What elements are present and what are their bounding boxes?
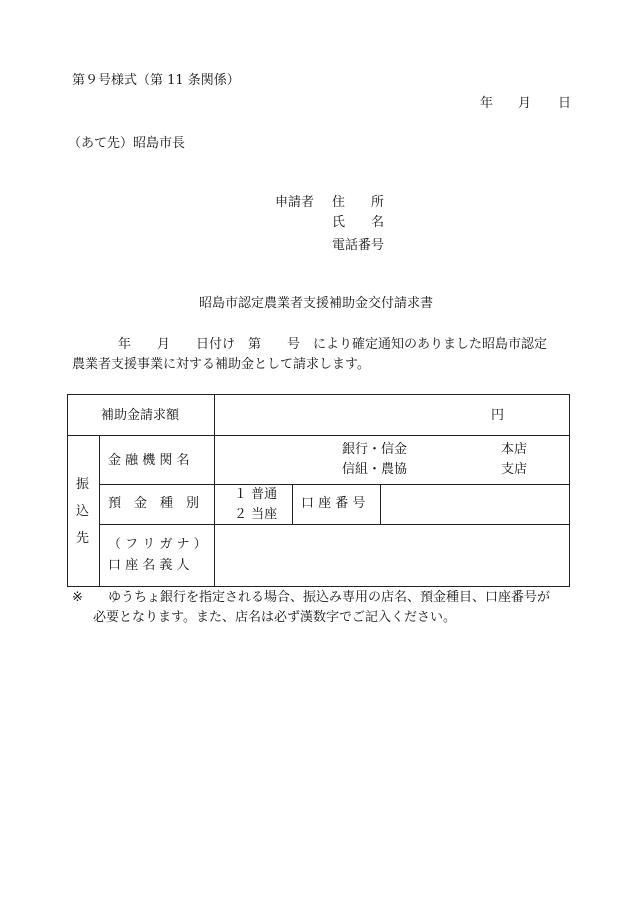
phone-label: 電話番号 (332, 238, 385, 253)
bank-option: 銀行・信金 (342, 442, 408, 457)
note-mark: ※ (72, 590, 83, 605)
institution-label: 金 融 機 関 名 (108, 453, 190, 468)
coop-option: 信組・農協 (342, 462, 408, 477)
transfer-label-3: 先 (76, 531, 90, 546)
amount-label: 補助金請求額 (101, 408, 180, 423)
account-holder-label: 口 座 名 義 人 (108, 558, 190, 573)
body-line-1: 年 月 日付け 第 号 により確定通知のありました昭島市認定 (118, 337, 548, 352)
date-year-label: 年 (480, 96, 494, 111)
branch-option: 支店 (501, 462, 528, 477)
account-number-label: 口 座 番 号 (301, 496, 366, 511)
document-title: 昭島市認定農業者支援補助金交付請求書 (199, 296, 434, 311)
transfer-label-1: 振 (76, 477, 90, 492)
request-table (67, 394, 570, 587)
head-office-option: 本店 (501, 442, 528, 457)
date-month-label: 月 (518, 96, 532, 111)
furigana-label: （ フ リ ガ ナ ） (108, 537, 207, 552)
deposit-ordinary: １ 普通 (234, 487, 278, 502)
date-day-label: 日 (558, 96, 572, 111)
deposit-type-label: 預 金 種 別 (108, 496, 200, 511)
address-label: 住 所 (332, 195, 385, 210)
addressee: （あて先）昭島市長 (68, 136, 186, 151)
form-number: 第９号様式（第 11 条関係） (72, 73, 240, 88)
note-line-2: 必要となります。また、店名は必ず漢数字でご記入ください。 (93, 610, 456, 625)
applicant-label: 申請者 (275, 195, 315, 210)
yen-unit: 円 (491, 408, 505, 423)
name-label: 氏 名 (332, 215, 385, 230)
deposit-current: ２ 当座 (234, 507, 278, 522)
transfer-label-2: 込 (76, 504, 90, 519)
note-line-1: ゆうちょ銀行を指定される場合、振込み専用の店名、預金種目、口座番号が (108, 590, 551, 605)
body-line-2: 農業者支援事業に対する補助金として請求します。 (72, 357, 370, 372)
